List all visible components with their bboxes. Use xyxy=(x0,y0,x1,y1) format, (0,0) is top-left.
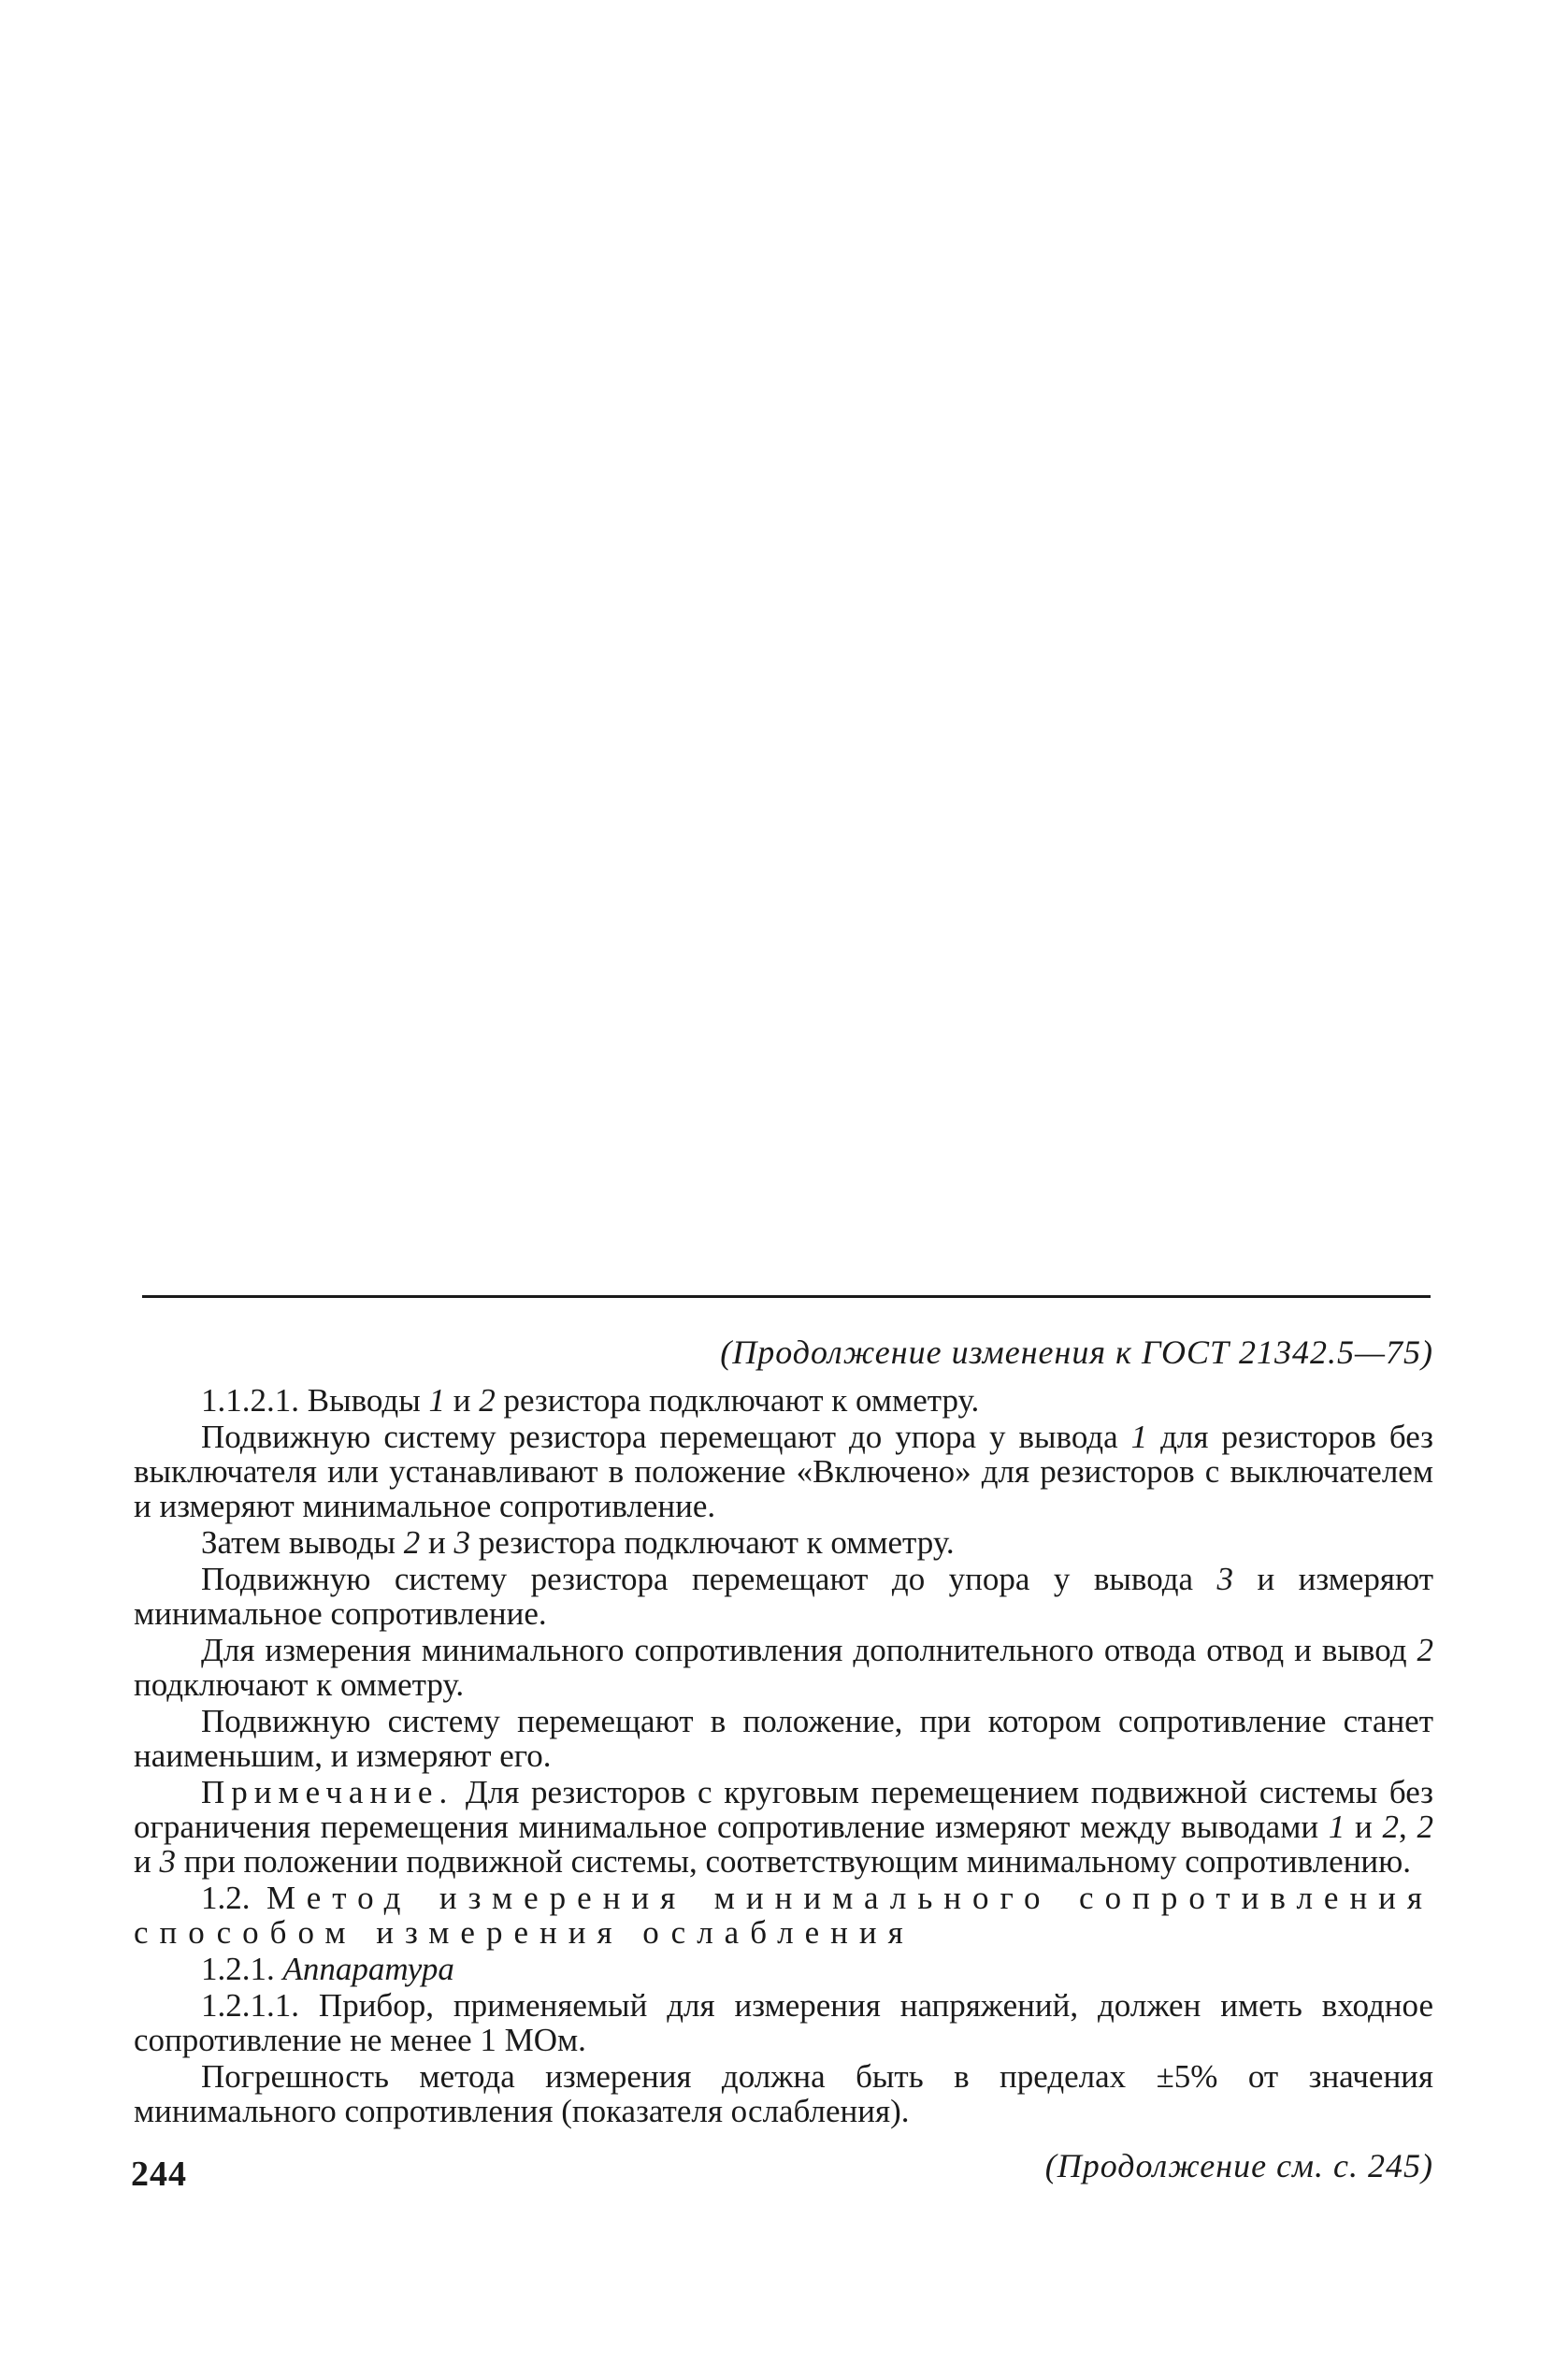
paragraph-terminals-2-3: Затем выводы 2 и 3 резистора подключают к омметру. xyxy=(201,1524,955,1561)
top-divider-rule xyxy=(142,1295,1431,1298)
paragraph-1-2-1-1: 1.2.1.1. Прибор, применяемый для измерения напряжений, должен иметь входное сопротивление не менее 1 МОм. xyxy=(134,1987,1433,2058)
paragraph-additional-tap: Для измерения минимального сопротивления дополнительного отвода отвод и вывод 2 подключают к омметру. xyxy=(134,1632,1433,1703)
note-label: Примечание. xyxy=(201,1774,454,1810)
section-heading-1-2: 1.2. Метод измерения минимального сопротивления способом измерения ослабления xyxy=(134,1880,1434,1951)
document-body xyxy=(134,1335,1433,2185)
continuation-footer: (Продолжение см. с. 245) xyxy=(1044,2147,1433,2184)
paragraph-move-to-stop-1: Подвижную систему резистора перемещают до упора у вывода 1 для резисторов без выключателя или устанавливают в положение «Включено» для резисторов с выключателем и измеряют минимальное сопротивление. xyxy=(134,1419,1434,1524)
note-paragraph: Примечание. Для резисторов с круговым перемещением подвижной системы без ограничения перемещения минимальное сопротивление измеряют между выводами 1 и 2, 2 и 3 при положении подвижной системы, соответствующим минимальному сопротивлению. xyxy=(134,1774,1434,1880)
continuation-header: (Продолжение изменения к ГОСТ 21342.5—75) xyxy=(720,1333,1433,1371)
paragraph-method-error: Погрешность метода измерения должна быть в пределах ±5% от значения минимального сопротивления (показателя ослабления). xyxy=(134,2058,1433,2129)
paragraph-minimum-position: Подвижную систему перемещают в положение, при котором сопротивление станет наименьшим, и измеряют его. xyxy=(134,1703,1433,1774)
paragraph-1-1-2-1: 1.1.2.1. Выводы 1 и 2 резистора подключают к омметру. xyxy=(201,1382,980,1419)
section-heading-1-2-1: 1.2.1. Аппаратура xyxy=(201,1951,454,1987)
paragraph-move-to-stop-3: Подвижную систему резистора перемещают до упора у вывода 3 и измеряют минимальное сопротивление. xyxy=(134,1561,1434,1632)
page-number: 244 xyxy=(131,2155,187,2194)
